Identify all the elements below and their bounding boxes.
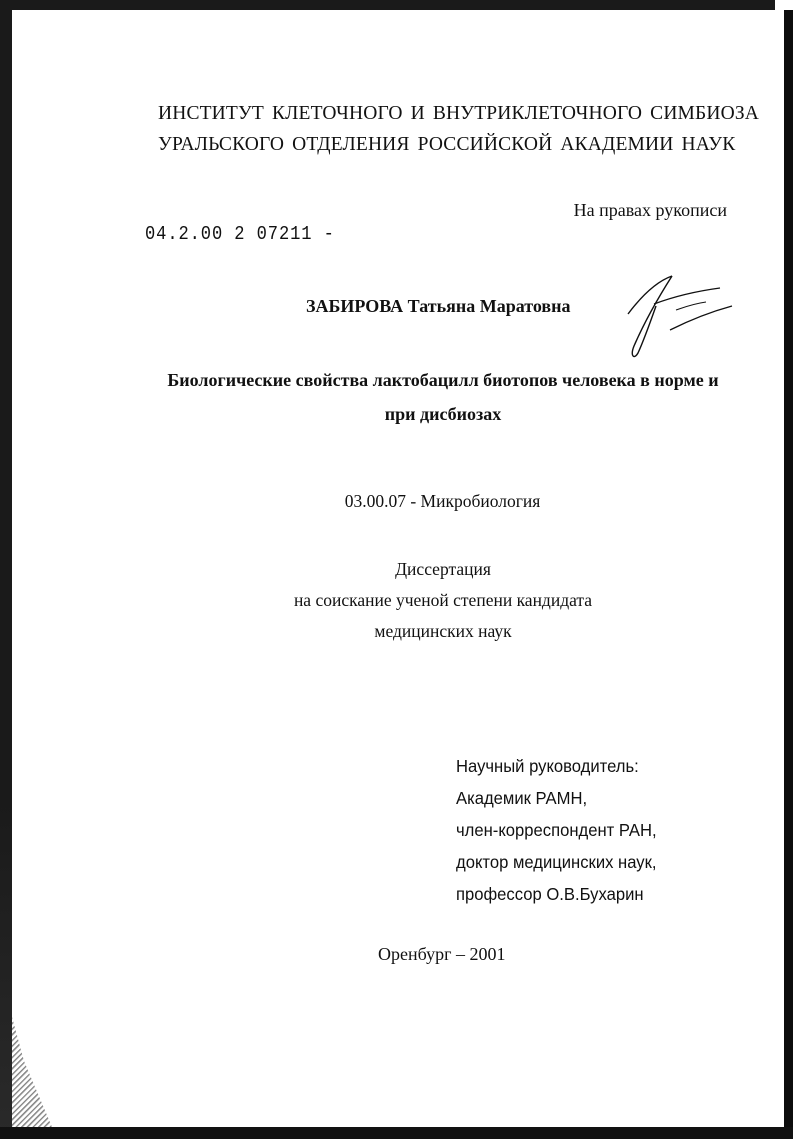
scan-border-bottom (0, 1127, 793, 1139)
institute-name-line2: УРАЛЬСКОГО ОТДЕЛЕНИЯ РОССИЙСКОЙ АКАДЕМИИ НАУК (158, 134, 736, 155)
supervisor-line4: доктор медицинских наук, (456, 852, 657, 872)
dissertation-title (140, 363, 746, 431)
scan-artifact-corner (12, 1017, 52, 1127)
title-line1: Биологические свойства лактобацилл биотопов человека в норме и (167, 370, 719, 390)
scan-border-top (12, 0, 776, 10)
supervisor-line5: профессор О.В.Бухарин (456, 884, 644, 904)
supervisor-line1: Научный руководитель: (456, 756, 639, 776)
scan-border-right-gap (775, 0, 793, 10)
rights-notice: На правах рукописи (573, 200, 727, 220)
signature-icon (610, 268, 740, 363)
specialty-code: 03.00.07 - Микробиология (344, 491, 541, 511)
supervisor-line2: Академик РАМН, (456, 788, 588, 808)
registration-number: 04.2.00 2 07211 - (145, 223, 335, 245)
city-year: Оренбург – 2001 (378, 944, 506, 964)
scan-border-right (775, 0, 793, 1139)
scan-border-left (0, 0, 12, 1139)
degree-line3: медицинских наук (374, 621, 512, 641)
supervisor-line3: член-корреспондент РАН, (456, 820, 657, 840)
degree-line1: Диссертация (395, 559, 491, 579)
author-name: ЗАБИРОВА Татьяна Маратовна (306, 296, 571, 316)
title-line2: при дисбиозах (384, 404, 502, 424)
degree-block (223, 554, 663, 647)
supervisor-block (456, 750, 657, 910)
institute-name-line1: ИНСТИТУТ КЛЕТОЧНОГО И ВНУТРИКЛЕТОЧНОГО СИМБИОЗА (158, 103, 760, 124)
degree-line2: на соискание ученой степени кандидата (293, 590, 593, 610)
